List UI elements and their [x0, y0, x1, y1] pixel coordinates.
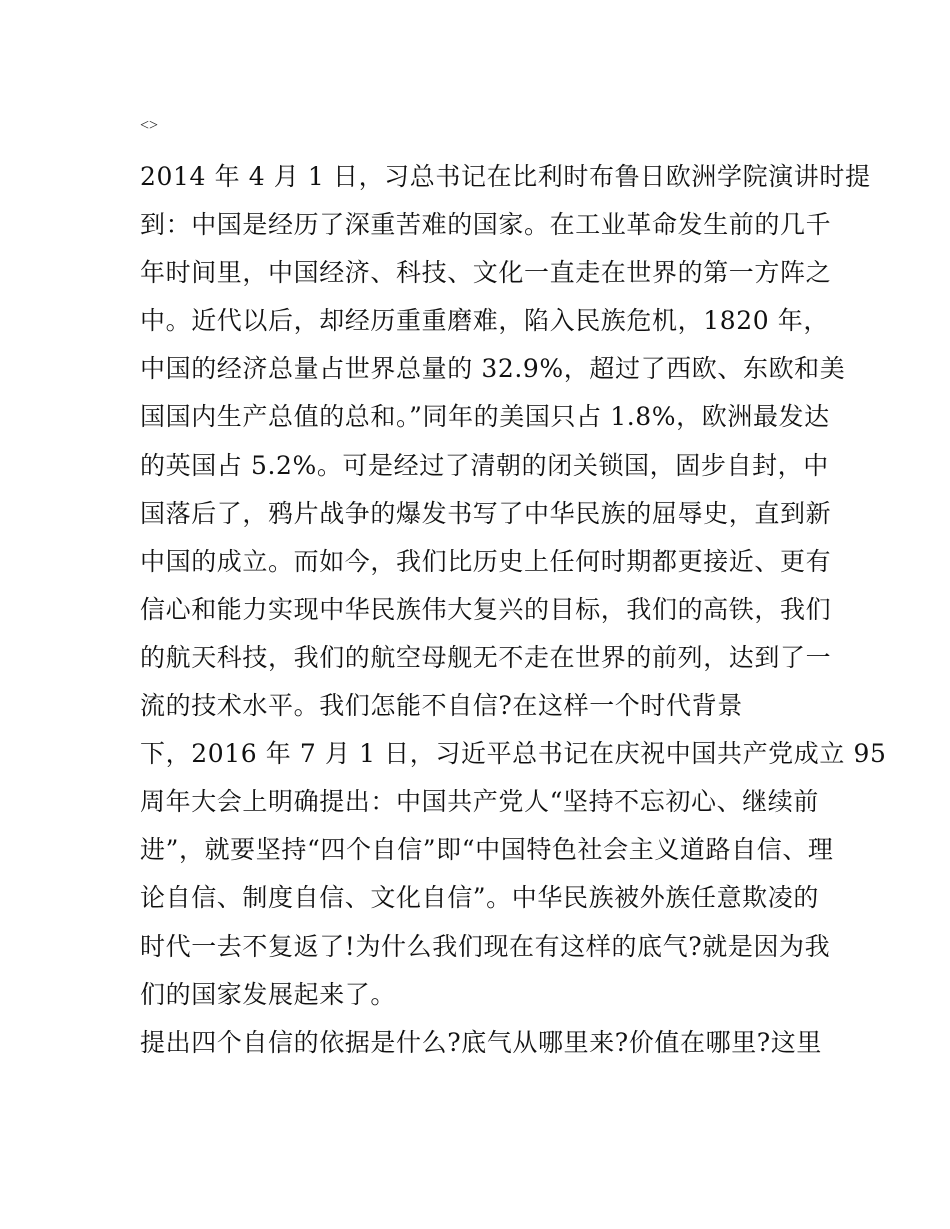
body-text: [140, 153, 887, 1067]
text-line: 年时间里，中国经济、科技、文化一直走在世界的第一方阵之: [140, 258, 832, 288]
text-line: 流的技术水平。我们怎能不自信?在这样一个时代背景: [140, 691, 743, 721]
text-line: 中国的成立。而如今，我们比历史上任何时期都更接近、更有: [140, 546, 832, 576]
text-line: 时代一去不复返了!为什么我们现在有这样的底气?就是因为我: [140, 931, 831, 961]
text-line: 进”，就要坚持“四个自信”即“中国特色社会主义道路自信、理: [140, 835, 834, 865]
text-line: 国落后了，鸦片战争的爆发书写了中华民族的屈辱史，直到新: [140, 498, 832, 528]
text-line: 的英国占 5.2%。可是经过了清朝的闭关锁国，固步自封，中: [140, 450, 829, 480]
section-marker: <>: [140, 117, 159, 134]
text-line: 信心和能力实现中华民族伟大复兴的目标，我们的高铁，我们: [140, 594, 832, 624]
text-line: 2014 年 4 月 1 日，习总书记在比利时布鲁日欧洲学院演讲时提: [140, 162, 871, 191]
text-line: 下，2016 年 7 月 1 日，习近平总书记在庆祝中国共产党成立 95: [140, 739, 887, 769]
text-line: 中国的经济总量占世界总量的 32.9%，超过了西欧、东欧和美: [140, 354, 846, 384]
text-line: 们的国家发展起来了。: [140, 979, 397, 1009]
text-line: 国国内生产总值的总和。”同年的美国只占 1.8%，欧洲最发达: [140, 402, 830, 432]
text-line: 提出四个自信的依据是什么?底气从哪里来?价值在哪里?这里: [140, 1027, 823, 1057]
text-line: 的航天科技，我们的航空母舰无不走在世界的前列，达到了一: [140, 642, 832, 672]
text-line: 中。近代以后，却经历重重磨难，陷入民族危机，1820 年，: [140, 306, 829, 336]
text-line: 到：中国是经历了深重苦难的国家。在工业革命发生前的几千: [140, 210, 832, 240]
text-line: 论自信、制度自信、文化自信”。中华民族被外族任意欺凌的: [140, 883, 819, 913]
text-line: 周年大会上明确提出：中国共产党人“坚持不忘初心、继续前: [140, 787, 819, 817]
